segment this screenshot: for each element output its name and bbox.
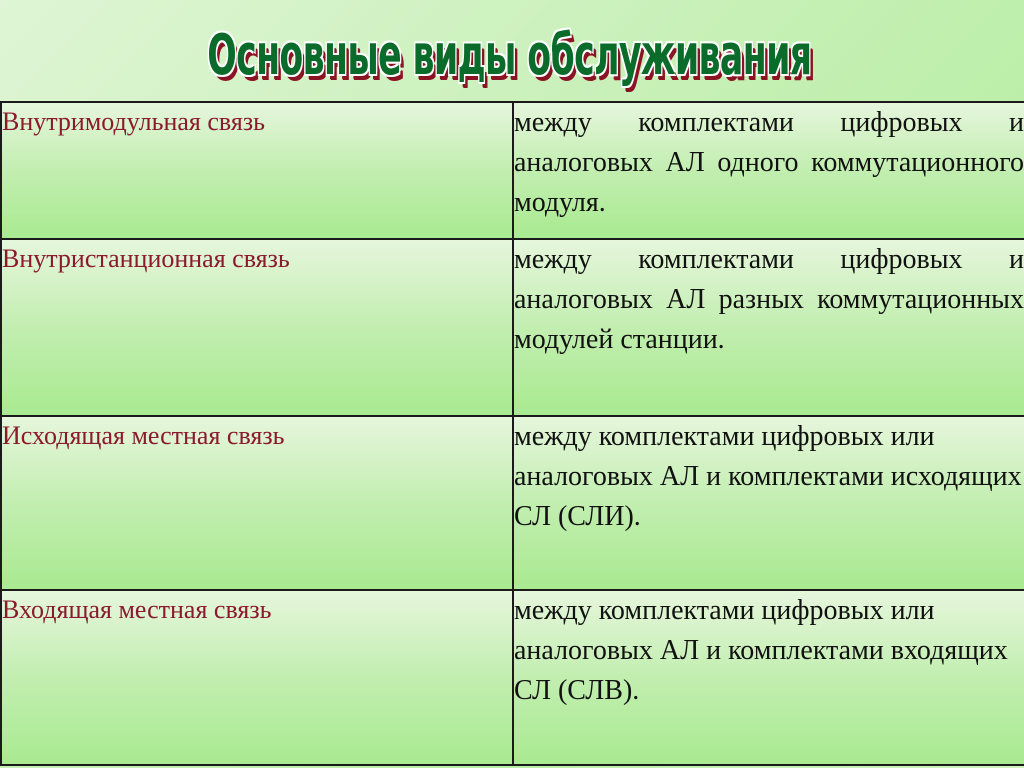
table-row [1,102,1024,239]
table-row [1,239,1024,416]
service-description-cell: между комплектами цифровых и аналоговых АЛ одного коммутационного модуля. [513,102,1024,239]
service-name-cell: Внутристанционная связь [1,239,513,416]
service-description-cell: между комплектами цифровых или аналоговых АЛ и комплектами исходящих СЛ (СЛИ). [513,416,1024,590]
service-description-cell: между комплектами цифровых и аналоговых АЛ разных коммутационных модулей станции. [513,239,1024,416]
page-title: Основные виды обслуживания [207,23,812,88]
table-row [1,416,1024,590]
service-name-cell: Входящая местная связь [1,590,513,765]
service-types-table [0,101,1024,766]
service-description-cell: между комплектами цифровых или аналоговых АЛ и комплектами входящих СЛ (СЛВ). [513,590,1024,765]
table-row [1,590,1024,765]
service-name-cell: Исходящая местная связь [1,416,513,590]
service-name-cell: Внутримодульная связь [1,102,513,239]
